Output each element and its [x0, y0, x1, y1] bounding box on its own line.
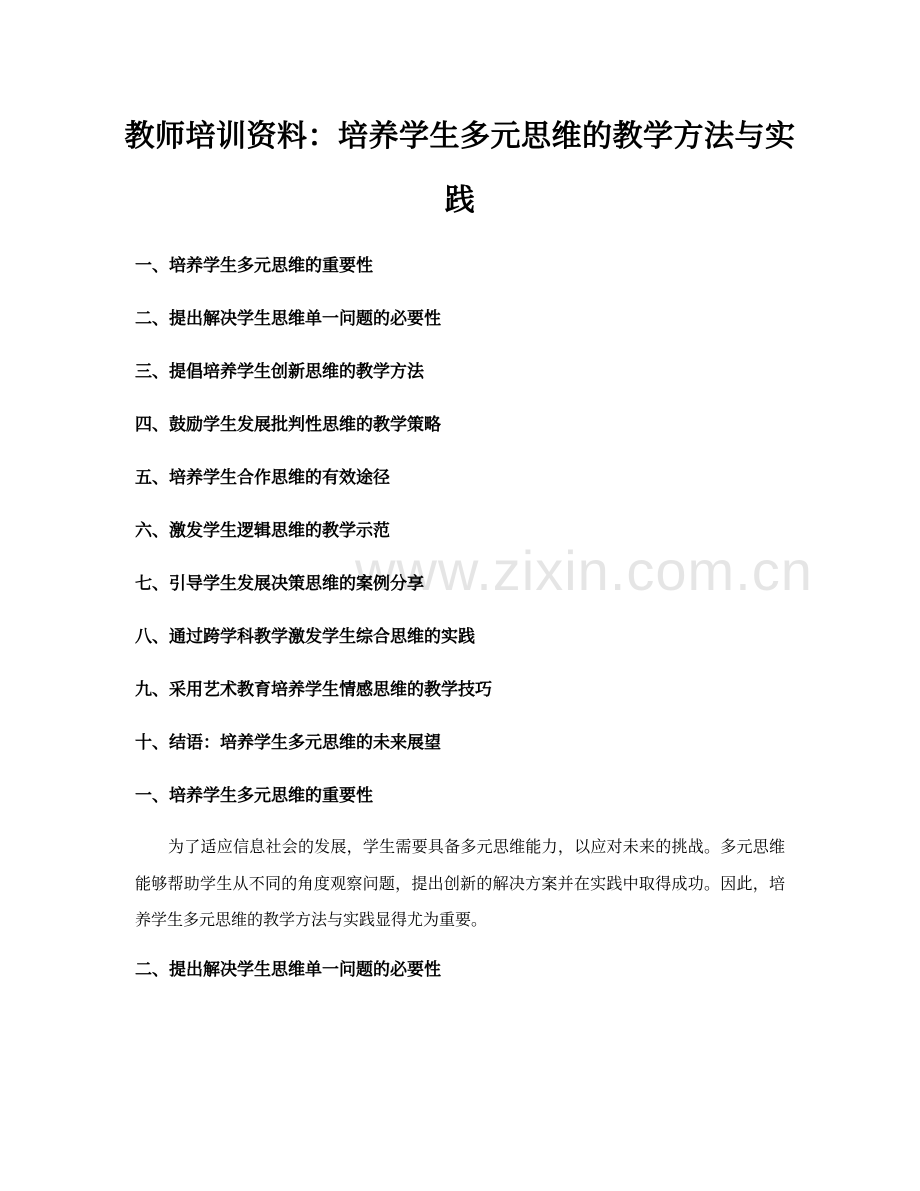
section-1-paragraph: 为了适应信息社会的发展，学生需要具备多元思维能力，以应对未来的挑战。多元思维能够帮助学生从不同的角度观察问题，提出创新的解决方案并在实践中取得成功。因此，培养学生多元思维的教学方法与实践显得尤为重要。 — [135, 837, 785, 929]
toc-item: 一、培养学生多元思维的重要性 — [135, 256, 373, 276]
toc-item: 四、鼓励学生发展批判性思维的教学策略 — [135, 415, 441, 435]
toc-item: 三、提倡培养学生创新思维的教学方法 — [135, 362, 424, 382]
toc-item: 六、激发学生逻辑思维的教学示范 — [135, 521, 390, 541]
watermark: www.zixin.com.cn — [355, 539, 813, 602]
toc-item: 十、结语：培养学生多元思维的未来展望 — [135, 733, 441, 753]
table-of-contents — [135, 250, 795, 780]
toc-item: 九、采用艺术教育培养学生情感思维的教学技巧 — [135, 680, 492, 700]
document-title: 教师培训资料：培养学生多元思维的教学方法与实践 — [124, 119, 796, 218]
section-heading-2: 二、提出解决学生思维单一问题的必要性 — [135, 960, 441, 980]
toc-item: 二、提出解决学生思维单一问题的必要性 — [135, 309, 441, 329]
toc-item: 七、引导学生发展决策思维的案例分享 — [135, 574, 424, 594]
toc-item: 五、培养学生合作思维的有效途径 — [135, 468, 390, 488]
section-heading-1: 一、培养学生多元思维的重要性 — [135, 786, 373, 806]
toc-item: 八、通过跨学科教学激发学生综合思维的实践 — [135, 627, 475, 647]
